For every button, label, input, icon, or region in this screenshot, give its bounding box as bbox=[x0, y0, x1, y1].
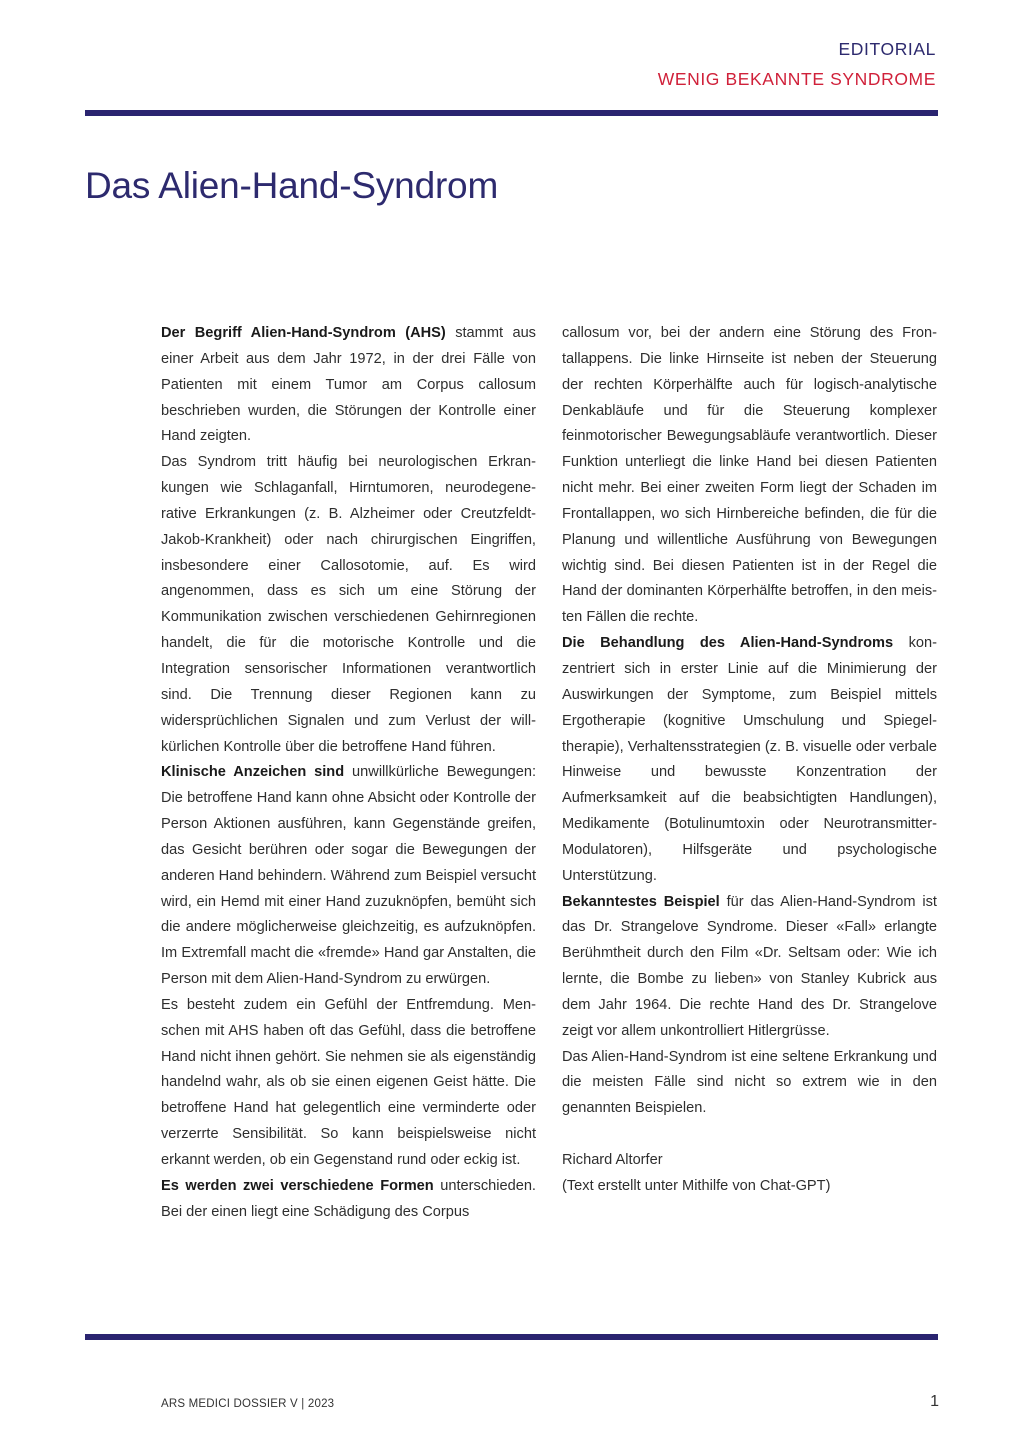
paragraph-text: Das Alien-Hand-Syndrom ist eine seltene Erkrankung und die meisten Fälle sind nicht so extrem wie in den genannten Beispielen. bbox=[562, 1048, 937, 1117]
paragraph-text: Das Syndrom tritt häufig bei neurologischen Erkrankungen wie Schlaganfall, Hirntumoren, neurodegenerative Erkrankungen (z. B. Alzheimer oder Creutzfeldt-Jakob-Krankheit) oder nach chirurgischen Eingriffen, insbesondere einer Callosotomie, auf. Es wird angenommen, dass es sich um eine Störung der Kommunikation zwischen verschiedenen Gehirnregionen handelt, die für die motorische Kontrolle und die Integration sensorischer Informationen verantwortlich sind. Die Trennung dieser Regionen kann zu widersprüchlichen Signalen und zum Verlust der willkürlichen Kontrolle über die betroffene Hand führen. bbox=[161, 454, 536, 755]
paragraph-causes bbox=[161, 450, 536, 760]
paragraph-clinical-signs bbox=[161, 760, 536, 993]
paragraph-intro bbox=[161, 321, 536, 450]
right-column bbox=[562, 321, 937, 1200]
topic-label: WENIG BEKANNTE SYNDROME bbox=[657, 69, 936, 89]
paragraph-alienation bbox=[161, 993, 536, 1174]
left-column bbox=[161, 321, 536, 1226]
author-note: (Text erstellt unter Mithilfe von Chat-GPT) bbox=[562, 1177, 831, 1194]
bottom-rule-divider bbox=[85, 1334, 938, 1340]
lead-in-bold: Bekanntestes Beispiel bbox=[562, 893, 720, 910]
footer-publication: ARS MEDICI DOSSIER V | 2023 bbox=[161, 1398, 335, 1410]
paragraph-text: für das Alien-Hand-Syndrom ist das Dr. Strangelove Syndrome. Dieser «Fall» erlangte Berühmtheit durch den Film «Dr. Seltsam oder: Wie ich lernte, die Bombe zu lieben» von Stanley Kubrick aus dem Jahr 1964. Die rechte Hand des Dr. Strangelove zeigt vor allem unkontrolliert Hitlergrüsse. bbox=[562, 893, 937, 1039]
lead-in-bold: Die Behandlung des Alien-Hand-Syndroms bbox=[562, 635, 894, 652]
paragraph-example bbox=[562, 890, 937, 1045]
lead-in-bold: Klinische Anzeichen sind bbox=[161, 764, 345, 781]
lead-in-bold: Es werden zwei verschiedene Formen bbox=[161, 1177, 434, 1194]
section-label: EDITORIAL bbox=[838, 39, 936, 59]
paragraph-text: Es besteht zudem ein Gefühl der Entfremdung. Menschen mit AHS haben oft das Gefühl, dass die betroffene Hand nicht ihnen gehört. Sie nehmen sie als eigenständig handelnd wahr, als ob sie einen eigenen Geist hätte. Die betroffene Hand hat gelegentlich eine verminderte oder verzerrte Sensibilität. So kann beispielsweise nicht erkannt werden, ob ein Gegenstand rund oder eckig ist. bbox=[161, 996, 536, 1168]
paragraph-forms-continued bbox=[562, 321, 937, 631]
top-rule-divider bbox=[85, 110, 938, 116]
paragraph-conclusion bbox=[562, 1045, 937, 1123]
header-kicker bbox=[658, 34, 936, 94]
paragraph-text: callosum vor, bei der andern eine Störung des Frontallappens. Die linke Hirnseite ist neben der Steuerung der rechten Körperhälfte auch für logisch-analytische Denkabläufe und für die Steuerung komplexer feinmotorischer Bewegungsabläufe verantwortlich. Dieser Funktion unterliegt die linke Hand bei diesen Patienten nicht mehr. Bei einer zweiten Form liegt der Schaden im Frontallappen, wo sich Hirnbereiche befinden, die für die Planung und willentliche Ausführung von Bewegungen wichtig sind. Bei diesen Patienten ist in der Regel die Hand der dominanten Körperhälfte betroffen, in den meisten Fällen die rechte. bbox=[562, 325, 937, 626]
paragraph-text: konzentriert sich in erster Linie auf die Minimierung der Auswirkungen der Symptome, zum Beispiel mittels Ergotherapie (kognitive Umschulung und Spiegeltherapie), Verhaltensstrategien (z. B. visuelle oder verbale Hinweise und bewusste Konzentration der Aufmerksamkeit auf die beabsichtigten Handlungen), Medikamente (Botulinumtoxin oder Neurotransmitter-Modulatoren), Hilfsgeräte und psychologische Unterstützung. bbox=[562, 635, 937, 884]
paragraph-text: unterschieden. Bei der einen liegt eine Schädigung des Corpus bbox=[161, 1177, 536, 1220]
paragraph-text: stammt aus einer Arbeit aus dem Jahr 1972, in der drei Fälle von Patienten mit einem Tumor am Corpus callosum beschrieben wurden, die Störungen der Kontrolle einer Hand zeigten. bbox=[161, 325, 536, 445]
paragraph-forms bbox=[161, 1174, 536, 1226]
page-number: 1 bbox=[930, 1393, 939, 1410]
paragraph-treatment bbox=[562, 631, 937, 889]
article-title: Das Alien-Hand-Syndrom bbox=[85, 165, 499, 206]
lead-in-bold: Der Begriff Alien-Hand-Syndrom (AHS) bbox=[161, 325, 446, 341]
author-name: Richard Altorfer bbox=[562, 1152, 663, 1168]
signature bbox=[562, 1148, 937, 1200]
paragraph-text: unwillkürliche Bewegungen: Die betroffene Hand kann ohne Absicht oder Kontrolle der Person Aktionen ausführen, kann Gegenstände greifen, das Gesicht berühren oder sogar die Bewegungen der anderen Hand behindern. Während zum Beispiel versucht wird, ein Hemd mit einer Hand zuzuknöpfen, bemüht sich die andere möglicherweise gleichzeitig, es aufzuknöpfen. Im Extremfall macht die «fremde» Hand gar Anstalten, die Person mit dem Alien-Hand-Syndrom zu erwürgen. bbox=[161, 764, 536, 988]
